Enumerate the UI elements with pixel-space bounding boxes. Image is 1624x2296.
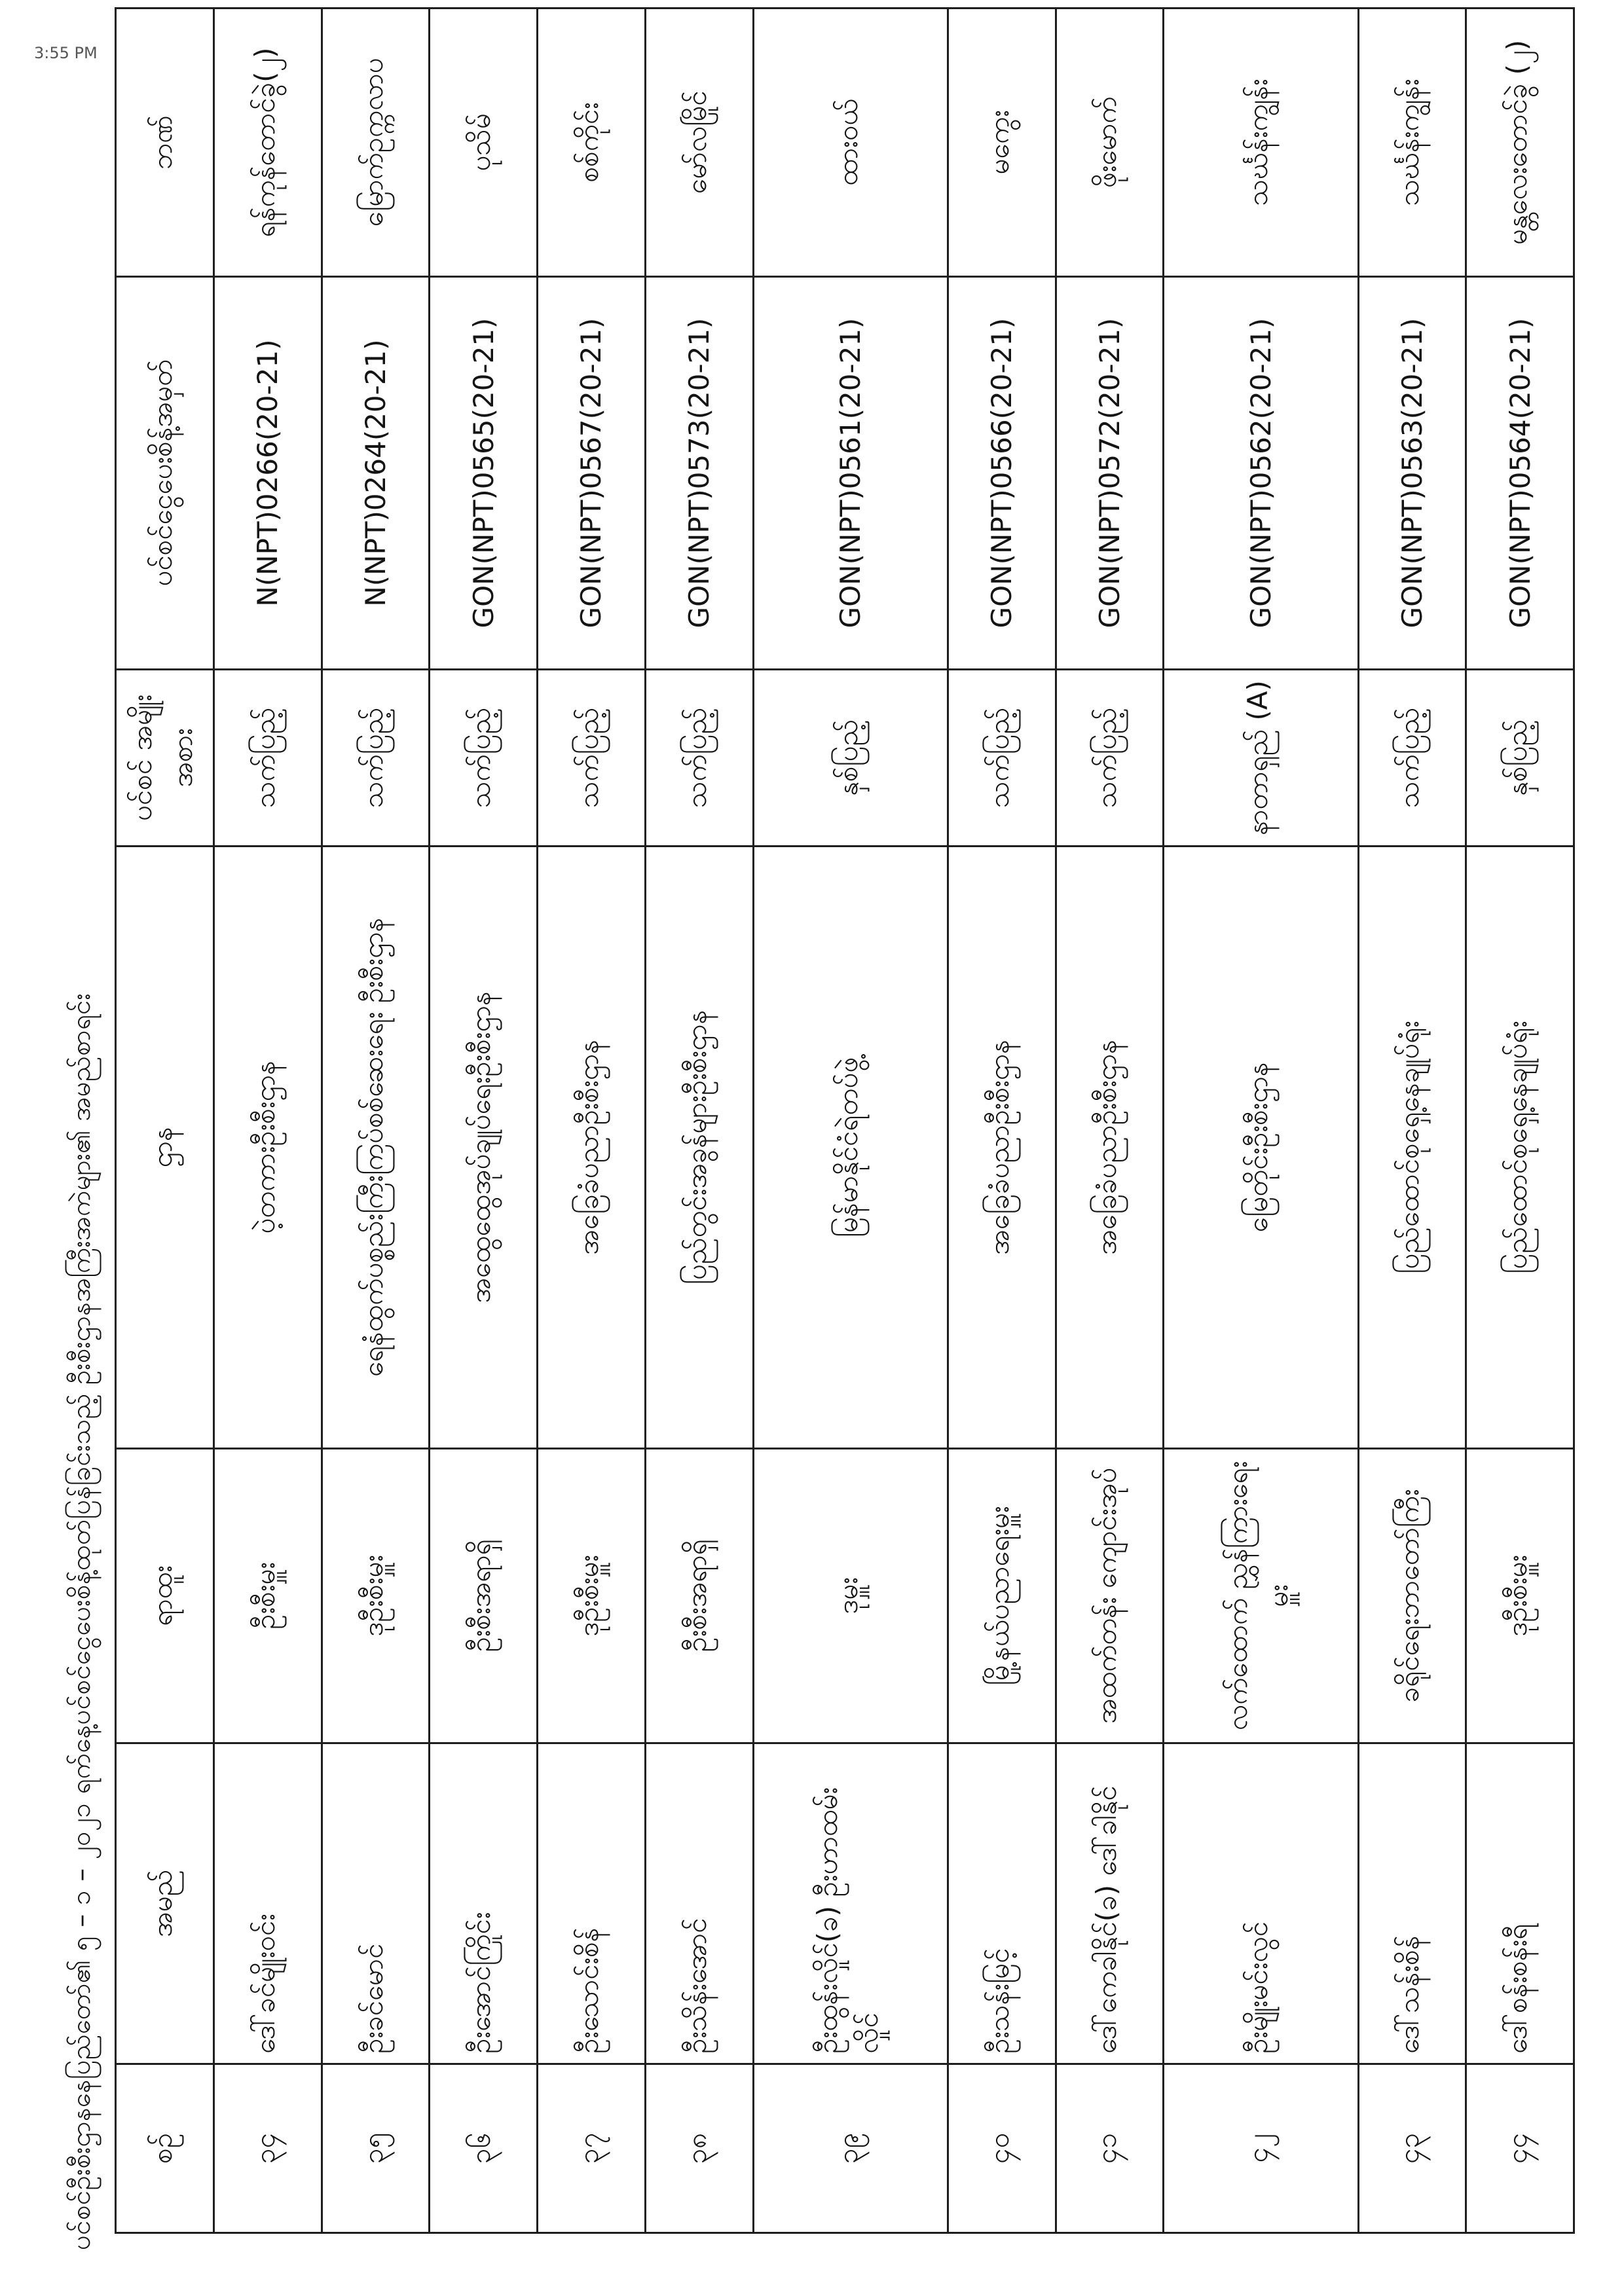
cell-name: ဦးအောင်ကြိုင်း	[430, 1743, 538, 2064]
pension-table	[115, 7, 1575, 2234]
cell-no: ၄၂	[1164, 2064, 1358, 2233]
cell-department: အထွေထွေအုပ်ချုပ်ရေးဦးစီးဌာန	[430, 847, 538, 1449]
table-header-row	[116, 9, 214, 2233]
table-row	[1056, 9, 1164, 2233]
cell-bank-town: ဖိုးမောက်	[1056, 9, 1164, 277]
cell-pension-type: သက်ပြည့်	[1056, 670, 1164, 847]
cell-permit-number: GON(NPT)0565(20-21)	[430, 277, 538, 670]
cell-no: ၃၈	[645, 2064, 753, 2233]
cell-rank: ဦးစီးမှူး	[214, 1449, 322, 1743]
header-rank: ရာထူး	[116, 1449, 214, 1743]
cell-name: ဦးသန်းမြင့်	[948, 1743, 1056, 2064]
cell-permit-number: GON(NPT)0563(20-21)	[1358, 277, 1466, 670]
cell-department: ပဲ့တကားဦးစီးဌာန	[214, 847, 322, 1449]
table-row	[214, 9, 322, 2233]
cell-bank-town: သင်္ဃန်းကျွန်း	[1358, 9, 1466, 277]
cell-no: ၄၁	[1056, 2064, 1164, 2233]
cell-no: ၃၉	[753, 2064, 948, 2233]
table-row	[948, 9, 1056, 2233]
cell-rank: မြို့နယ်ပညာရေးမှူး	[948, 1449, 1056, 1743]
cell-pension-type: နှစ်ပြည့်	[753, 670, 948, 847]
cell-bank-town: မကွေး	[948, 9, 1056, 277]
cell-department: ပြည်ထောင်စုရှေ့နေချုပ်ရုံး	[1358, 847, 1466, 1449]
cell-permit-number: GON(NPT)0567(20-21)	[538, 277, 646, 670]
cell-pension-type: သက်ပြည့်	[430, 670, 538, 847]
cell-pension-type: သက်ပြည့်	[948, 670, 1056, 847]
cell-department: မြေတိုင်းဦးစီးဌာန	[1164, 847, 1358, 1449]
cell-no: ၃၆	[430, 2064, 538, 2233]
header-name: အမည်	[116, 1743, 214, 2064]
cell-name: ဦးသိန်းအောင်	[645, 1743, 753, 2064]
table-row	[430, 9, 538, 2233]
document-heading: ပင်စင်ဦးစီးဌာနနေပြည်တော်၏ ၅ – ၁ – ၂၀၂၁ ရက်နေ့ပင်စင်ငွေပေးစိန့်ထုတ်ပြန်ခြင်းသည့် ဦးစီးဌာနအကြီးအကဲများ၏ အမည်စာရင်း	[66, 993, 96, 2250]
cell-no: ၄၀	[948, 2064, 1056, 2233]
cell-pension-type: သက်ပြည့်	[1358, 670, 1466, 847]
cell-rank: ဒုဦးစီးမှူး	[322, 1449, 430, 1743]
cell-no: ၃၇	[538, 2064, 646, 2233]
header-bank-town: ဘဏ်	[116, 9, 214, 277]
cell-department: ရေနံထွက်ပစ္စည်းကြီးကြပ်စစ်ဆေးရေး ဦးစီးဌာန	[322, 847, 430, 1449]
cell-rank: ဒုဦးစီးမှူး	[1466, 1449, 1574, 1743]
cell-department: အခြေခံပညာဦးစီးဌာန	[538, 847, 646, 1449]
cell-bank-town: စစ်ကိုင်း	[538, 9, 646, 277]
cell-permit-number: GON(NPT)0564(20-21)	[1466, 277, 1574, 670]
cell-bank-town: မြောက်ဥက္ကလာပ	[322, 9, 430, 277]
table-row	[322, 9, 430, 2233]
cell-permit-number: GON(NPT)0561(20-21)	[753, 277, 948, 670]
cell-permit-number: GON(NPT)0562(20-21)	[1164, 277, 1358, 670]
cell-name: ဒေါ်ကေခါနိုင်(ခ) ဒေါ်ခါနိုင်	[1056, 1743, 1164, 2064]
cell-no: ၃၄	[214, 2064, 322, 2233]
cell-pension-type: နာတာရှည် (A)	[1164, 670, 1358, 847]
cell-rank: ဒုမှူး	[753, 1449, 948, 1743]
header-permit-number: ပင်စင်ငွေပေးစိန့်အမှတ်	[116, 277, 214, 670]
cell-bank-town: ထားဝယ်	[753, 9, 948, 277]
cell-name: ဒေါ်စန်းစန်းရီ	[1466, 1743, 1574, 2064]
cell-pension-type: သက်ပြည့်	[538, 670, 646, 847]
cell-pension-type: သက်ပြည့်	[214, 670, 322, 847]
cell-permit-number: N(NPT)0264(20-21)	[322, 277, 430, 670]
cell-department: ပြည်ထောင်စုရှေ့နေချုပ်ရုံး	[1466, 847, 1574, 1449]
cell-department: မြန်မာနိုင်ငံရဲတပ်ဖွဲ့	[753, 847, 948, 1449]
cell-bank-town: ပုသိမ်	[430, 9, 538, 277]
cell-department: အခြေခံပညာဦးစီးဌာန	[948, 847, 1056, 1449]
cell-name: ဦးခင်မောင်	[322, 1743, 430, 2064]
cell-bank-town: ရန်ကုန်တောင်ခွဲ(၂)	[214, 9, 322, 277]
cell-pension-type: နှစ်ပြည့်	[1466, 670, 1574, 847]
cell-department: ပြည်တွင်းအခွန်များဦးစီးဌာန	[645, 847, 753, 1449]
table-row	[1164, 9, 1358, 2233]
cell-name: ဦးမျိုးမင်းလွင်	[1164, 1743, 1358, 2064]
header-pension-type: ပင်စင် အမျိုးအစား	[116, 670, 214, 847]
cell-no: ၄၃	[1358, 2064, 1466, 2233]
cell-rank: ခရိုင်ရေးဘာတော်ကြီး	[1358, 1449, 1466, 1743]
cell-name: ဒေါ်ခင်မျိုးဝင်း	[214, 1743, 322, 2064]
table-row	[645, 9, 753, 2233]
table-row	[538, 9, 646, 2233]
cell-rank: ဦးစီးအရာရှိ	[645, 1449, 753, 1743]
cell-bank-town: သင်္ဃန်းကျွန်း	[1164, 9, 1358, 277]
cell-permit-number: GON(NPT)0573(20-21)	[645, 277, 753, 670]
cell-bank-town: မန္တလေးတောင်ခွဲ (၂)	[1466, 9, 1574, 277]
cell-permit-number: N(NPT)0266(20-21)	[214, 277, 322, 670]
header-no: စဉ်	[116, 2064, 214, 2233]
cell-no: ၄၄	[1466, 2064, 1574, 2233]
table-row	[1358, 9, 1466, 2233]
cell-rank: ဦးစီးအရာရှိ	[430, 1449, 538, 1743]
cell-name: ဦးသောင်းစိန်	[538, 1743, 646, 2064]
cell-rank: အထက်တန်း ကျောင်းအုပ်	[1056, 1449, 1164, 1743]
cell-pension-type: သက်ပြည့်	[322, 670, 430, 847]
cell-no: ၃၅	[322, 2064, 430, 2233]
cell-permit-number: GON(NPT)0566(20-21)	[948, 277, 1056, 670]
cell-rank: ဒုဦးစီးမှူး	[538, 1449, 646, 1743]
table-row	[753, 9, 948, 2233]
cell-rank: လက်ထောက် ညွှန်ကြားရေးမှူး	[1164, 1449, 1358, 1743]
cell-department: အခြေခံပညာဦးစီးဌာန	[1056, 847, 1164, 1449]
cell-pension-type: သက်ပြည့်	[645, 670, 753, 847]
table-row	[1466, 9, 1574, 2233]
cell-name: ဦးထွန်းလှိုင်(ခ) ဦးဟာထမ်းလှိုင်	[753, 1743, 948, 2064]
cell-name: ဒေါ်သန်းစိန်	[1358, 1743, 1466, 2064]
scan-timestamp: 3:55 PM	[34, 44, 98, 62]
header-department: ဌာန	[116, 847, 214, 1449]
cell-permit-number: GON(NPT)0572(20-21)	[1056, 277, 1164, 670]
cell-bank-town: မော်လမြိုင်	[645, 9, 753, 277]
